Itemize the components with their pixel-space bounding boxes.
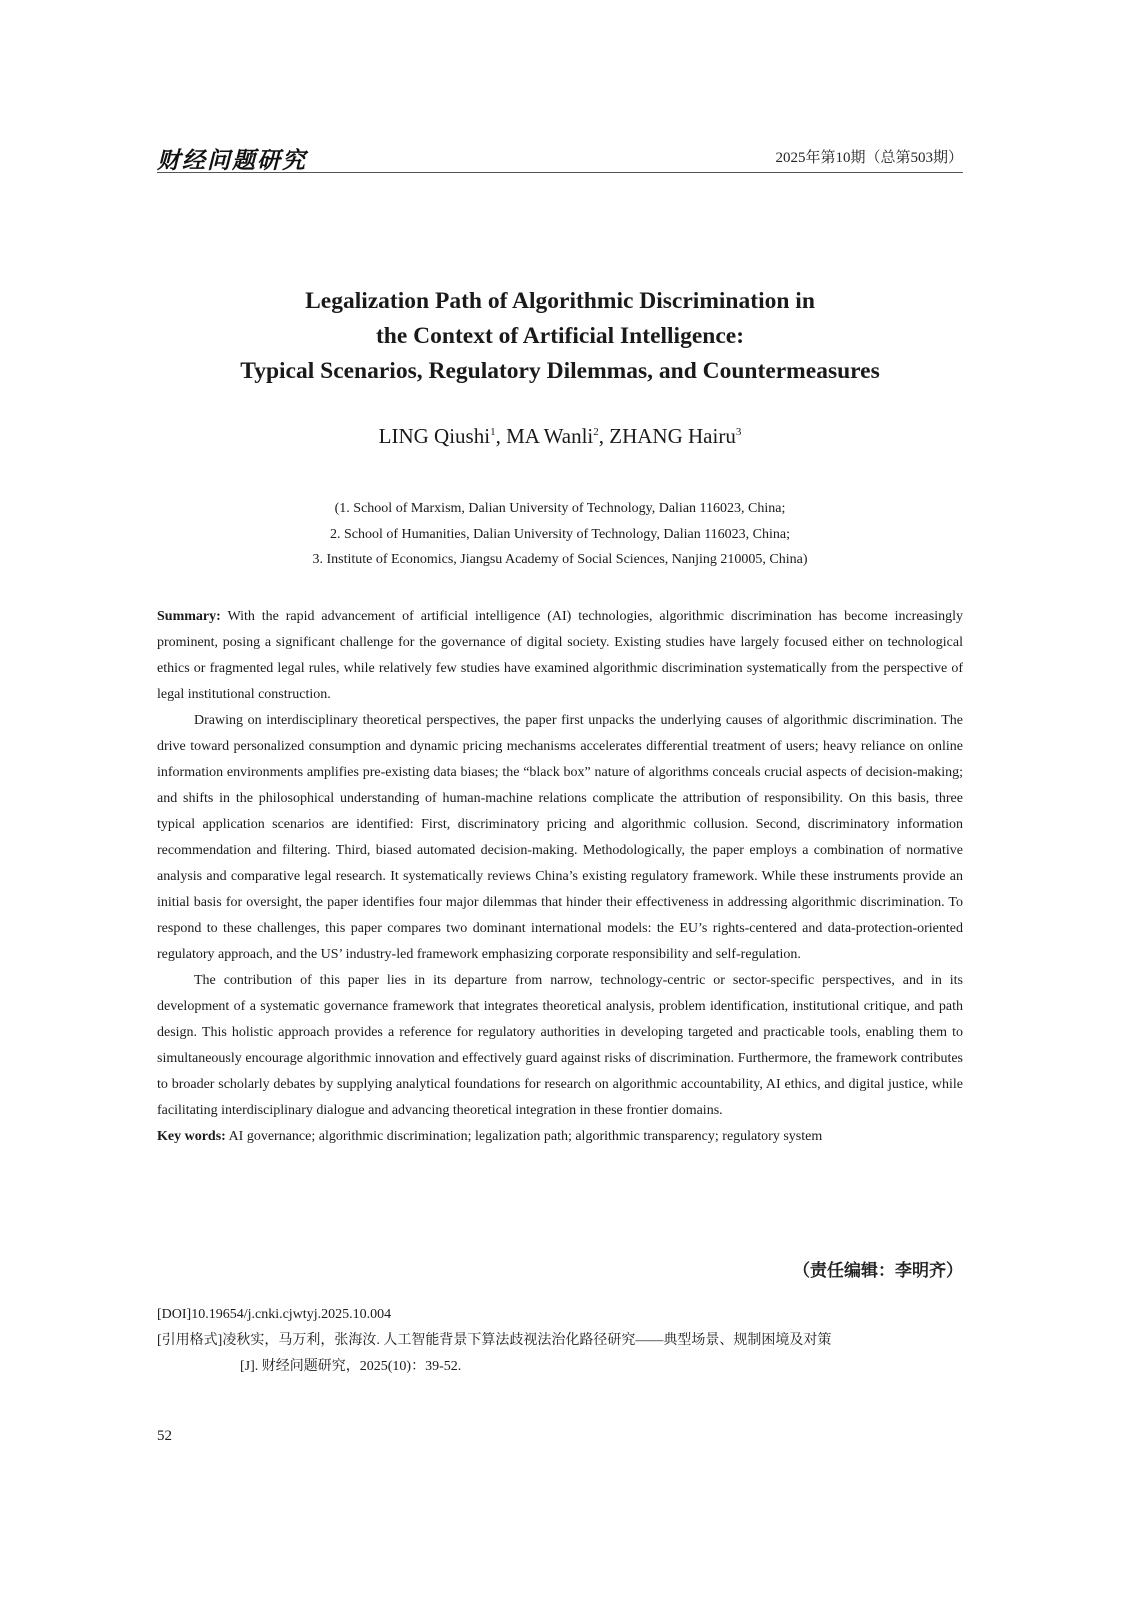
author-name: MA Wanli: [506, 424, 594, 448]
affiliations: [157, 496, 963, 573]
abstract: [157, 604, 963, 1150]
running-header: [157, 142, 963, 173]
affiliation-line: 3. Institute of Economics, Jiangsu Academy of Social Sciences, Nanjing 210005, China): [312, 552, 808, 567]
doi: [DOI]10.19654/j.cnki.cjwtyj.2025.10.004: [157, 1307, 392, 1322]
author-affiliation-mark: 2: [593, 426, 599, 438]
author-affiliation-mark: 3: [735, 426, 742, 438]
title-line: the Context of Artificial Intelligence:: [375, 323, 745, 349]
author-name: ZHANG Hairu: [609, 424, 736, 448]
keywords-line: [157, 1124, 963, 1150]
citation-info: [157, 1302, 963, 1380]
summary-paragraph: The contribution of this paper lies in its departure from narrow, technology-centric or sector-specific perspectives, and in its development of a systematic governance framework that integrates theoretical analysis, problem identification, institutional critique, and path design. This holistic approach provides a reference for regulatory authorities in developing targeted and practicable tools, enabling them to simultaneously encourage algorithmic innovation and effectively guard against risks of discrimination. Furthermore, the framework contributes to broader scholarly debates by supplying analytical foundations for research on algorithmic accountability, AI ethics, and digital justice, while facilitating interdisciplinary dialogue and advancing theoretical integration in these frontier domains.: [157, 973, 963, 1118]
summary-label: Summary:: [157, 609, 221, 624]
citation-format-continued: [J]. 财经问题研究，2025(10)：39-52.: [240, 1359, 462, 1374]
summary-paragraph: [157, 604, 963, 708]
keywords-text: AI governance; algorithmic discrimination; legalization path; algorithmic transparency; regulatory system: [228, 1129, 823, 1144]
citation-format: [引用格式]凌秋实，马万利，张海汝. 人工智能背景下算法歧视法治化路径研究——典型场景、规制困境及对策: [157, 1333, 832, 1348]
author-list: LING Qiushi$^1$, MA Wanli$^2$, ZHANG Hairu$^3$: [378, 424, 742, 448]
summary-text: With the rapid advancement of artificial intelligence (AI) technologies, algorithmic discrimination has become increasingly prominent, posing a significant challenge for the governance of digital society. Existing studies have largely focused either on technological ethics or fragmented legal rules, while relatively few studies have examined algorithmic discrimination systematically from the perspective of legal institutional construction.: [157, 609, 964, 702]
summary-paragraph: Drawing on interdisciplinary theoretical perspectives, the paper first unpacks the underlying causes of algorithmic discrimination. The drive toward personalized consumption and dynamic pricing mechanisms accelerates differential treatment of users; heavy reliance on online information environments amplifies pre-existing data biases; the “black box” nature of algorithms conceals crucial aspects of decision-making; and shifts in the philosophical understanding of human-machine relations complicate the attribution of responsibility. On this basis, three typical application scenarios are identified: First, discriminatory pricing and algorithmic collusion. Second, discriminatory information recommendation and filtering. Third, biased automated decision-making. Methodologically, the paper employs a combination of normative analysis and comparative legal research. It systematically reviews China’s existing regulatory framework. While these instruments provide an initial basis for oversight, the paper identifies four major dilemmas that hinder their effectiveness in addressing algorithmic discrimination. To respond to these challenges, this paper compares two dominant international models: the EU’s rights-centered and data-protection-oriented regulatory approach, and the US’ industry-led framework emphasizing corporate responsibility and self-regulation.: [157, 713, 963, 962]
affiliation-line: 2. School of Humanities, Dalian University of Technology, Dalian 116023, China;: [329, 526, 791, 542]
affiliation-line: (1. School of Marxism, Dalian University of Technology, Dalian 116023, China;: [334, 501, 786, 516]
issue-info: 2025年第10期（总第503期）: [775, 150, 963, 166]
author-name: LING Qiushi: [378, 424, 491, 448]
keywords-label: Key words:: [157, 1129, 226, 1144]
title-line: Typical Scenarios, Regulatory Dilemmas, and Countermeasures: [240, 358, 880, 384]
page-number: 52: [157, 1428, 172, 1444]
title-line: Legalization Path of Algorithmic Discrimination in: [305, 288, 815, 314]
author-affiliation-mark: 1: [490, 426, 496, 438]
paper-title: [157, 284, 963, 389]
journal-logo: 财经问题研究: [157, 147, 307, 174]
responsible-editor: （责任编辑：李明齐）: [793, 1261, 963, 1281]
